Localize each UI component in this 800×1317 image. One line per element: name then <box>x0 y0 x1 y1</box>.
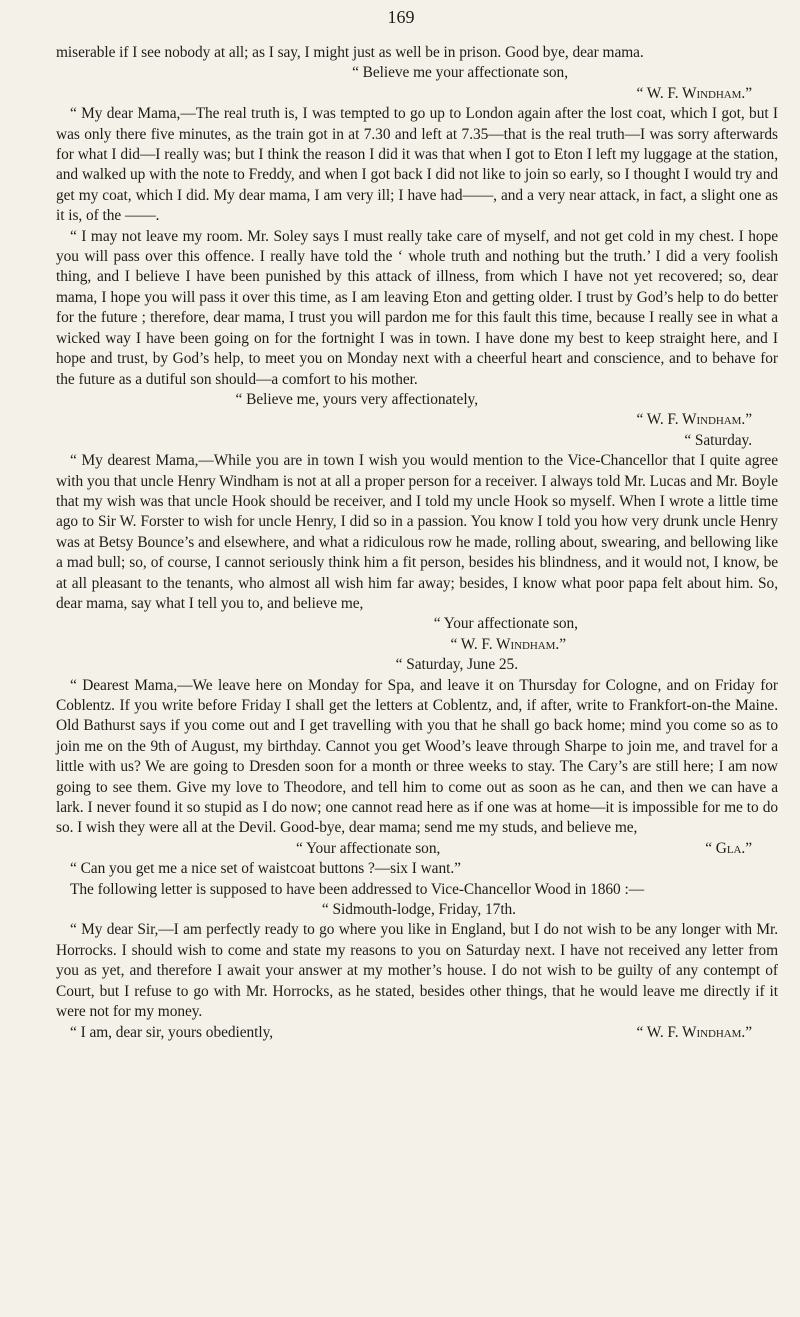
letter-signature: “ W. F. Windham.” <box>636 411 752 429</box>
letter-signoff-row <box>56 839 778 859</box>
letter-closing: “ Your affectionate son, <box>296 839 441 857</box>
paragraph: “ My dear Sir,—I am perfectly ready to go where you like in England, but I do not wish to be any longer with Mr. Horrocks. I should wish to come and state my reasons to you on Saturday next. I have not received any letter from you as yet, and therefore I await your answer at my mother’s house. I do not wish to be guilty of any contempt of Court, but I refuse to go with Mr. Horrocks, as he stated, besides other things, that he would leave me directly if it were not for my money. <box>56 921 778 1021</box>
letter-closing: “ Believe me your affectionate son, <box>352 64 568 82</box>
letter-signature: “ W. F. Windham.” <box>450 635 566 653</box>
page-number: 169 <box>387 7 415 27</box>
letter-signature: “ W. F. Windham.” <box>636 84 752 102</box>
page-body <box>56 43 778 1043</box>
letter-closing: “ I am, dear sir, yours obediently, <box>70 1023 274 1041</box>
letter-closing: “ Believe me, yours very affectionately, <box>235 390 478 408</box>
paragraph: “ My dear Mama,—The real truth is, I was tempted to go up to London again after the lost coat, which I got, but I was only there five minutes, as the train got in at 7.30 and left at 7.35—that is the real truth—I was sorry afterwards for what I did—I really was; but I think the reason I did it was that when I got to Eton I left my luggage at the station, and walked up with the note to Freddy, and when I got back I did not like to join so early, so I thought I would try and get my coat, which I did. My dear mama, I am very ill; I have had——, and a very near attack, in fact, a slight one as it is, of the ——. <box>56 105 778 225</box>
letter-signoff-row <box>56 1023 778 1043</box>
paragraph: “ My dearest Mama,—While you are in town I wish you would mention to the Vice-Chancellor that I quite agree with you that uncle Henry Windham is not at all a proper person for a receiver. I always told Mr. Lucas and Mr. Boyle that my wish was that uncle Hook should be receiver, and I told my uncle Hook so myself. When I wrote a little time ago to Sir W. Forster to wish for uncle Henry, I did so in a passion. You know I told you how very drunk uncle Henry was at Betsy Bounce’s and elsewhere, and what a ridiculous row he made, rolling about, swearing, and bellowing like a mad bull; so, of course, I cannot seriously think him a fit person, besides his blindness, and it would not, I know, be at all pleasant to the tenants, who almost all wish him far away; besides, I know what poor papa felt about him. So, dear mama, say what I tell you to, and believe me, <box>56 452 778 612</box>
paragraph: miserable if I see nobody at all; as I say, I might just as well be in prison. Good bye, dear mama. <box>56 44 644 61</box>
letter-signature: “ Gla.” <box>705 839 752 857</box>
letter-closing: “ Your affectionate son, <box>433 615 578 633</box>
paragraph: “ I may not leave my room. Mr. Soley says I must really take care of myself, and not get cold in my chest. I hope you will pass over this offence. I really have told the ‘ whole truth and nothing but the truth.’ I did a very foolish thing, and I believe I have been punished by this attack of illness, from which I have not yet recovered; so, dear mama, I hope you will pass it over this time, as I am leaving Eton and getting older. I trust by God’s help to do better for the future ; therefore, dear mama, I trust you will pardon me for this fault this time, because I really see in what a wicked way I have been going on for the fortnight I was in town. I have done my best to keep straight here, and I hope and trust, by God’s help, to meet you on Monday next with a cheerful heart and conscience, and to behave for the future as a dutiful son should—a comfort to his mother. <box>56 227 778 388</box>
letter-date: “ Saturday, June 25. <box>395 656 518 674</box>
paragraph: “ Dearest Mama,—We leave here on Monday for Spa, and leave it on Thursday for Cologne, and on Friday for Coblentz. If you write before Friday I shall get the letters at Coblentz, and, if after, write to Frankfort-on-the Maine. Old Bathurst says if you come out and I get travelling with you that he shall go back home; mind you come so as to join me on the 9th of August, my birthday. Cannot you get Wood’s leave through Sharpe to join me, and travel for a little with us? We are going to Dresden soon for a month or three weeks to stay. The Cary’s are still here; I am now going to see them. Give my love to Theodore, and tell him to come out as soon as he can, and then we can have a lark. I never found it so stupid as I do now; one cannot read here as if one was at home—it is impossible for me to do so. I wish they were all at the Devil. Good-bye, dear mama; send me my studs, and believe me, <box>56 676 778 837</box>
letter-date: “ Sidmouth-lodge, Friday, 17th. <box>321 901 516 919</box>
paragraph: “ Can you get me a nice set of waistcoat buttons ?—six I want.” <box>70 860 461 878</box>
paragraph: The following letter is supposed to have been addressed to Vice-Chancellor Wood in 1860 :— <box>70 880 645 898</box>
letter-signature: “ W. F. Windham.” <box>636 1023 752 1041</box>
letter-date: “ Saturday. <box>684 431 752 449</box>
